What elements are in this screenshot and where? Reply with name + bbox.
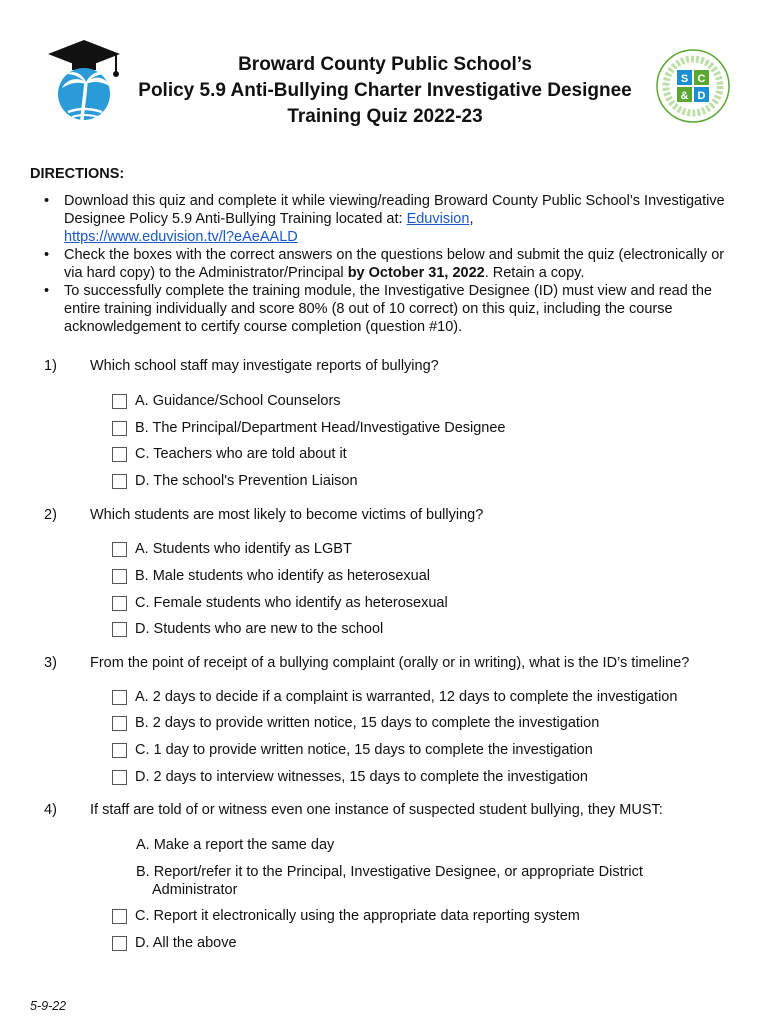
directions-heading: DIRECTIONS: (30, 166, 125, 182)
link-separator: , (469, 211, 474, 227)
directions-text-2b: . Retain a copy. (484, 265, 585, 281)
q1-option-b[interactable] (112, 419, 506, 437)
directions-item (30, 246, 746, 282)
q1-option-d[interactable] (112, 472, 358, 490)
q4-option-d[interactable] (112, 934, 237, 952)
title-line-1: Broward County Public School’s (238, 54, 532, 75)
q4-option-c[interactable] (112, 907, 580, 925)
q4-option-b (136, 863, 676, 899)
footer-date: 5-9-22 (30, 999, 67, 1013)
title-line-2: Policy 5.9 Anti-Bullying Charter Investigative Designee (138, 80, 632, 101)
option-label: C. Teachers who are told about it (135, 446, 347, 462)
q3-option-b[interactable] (112, 714, 599, 732)
q4-option-a (136, 836, 334, 854)
checkbox[interactable] (112, 743, 127, 758)
directions-text-2a: Check the boxes with the correct answers on the questions below and submit the quiz (electronically or via hard copy) to the Administrator/Principal (64, 247, 725, 281)
option-label: D. 2 days to interview witnesses, 15 days to complete the investigation (135, 769, 588, 785)
q3-option-d[interactable] (112, 768, 588, 786)
eduvision-link[interactable]: Eduvision (406, 211, 470, 227)
checkbox[interactable] (112, 394, 127, 409)
question-number: 2) (44, 507, 57, 523)
eduvision-url-link[interactable]: https://www.eduvision.tv/l?eAeAALD (64, 229, 298, 245)
svg-text:D: D (697, 90, 706, 102)
checkbox[interactable] (112, 690, 127, 705)
option-label: B. Male students who identify as heterosexual (135, 568, 430, 584)
checkbox[interactable] (112, 716, 127, 731)
directions-text-1: Download this quiz and complete it while viewing/reading Broward County Public School’s Investigative Designee Policy 5.9 Anti-Bullying Training located at: (64, 193, 725, 227)
directions-item (30, 282, 746, 336)
q2-option-b[interactable] (112, 567, 430, 585)
directions-item (30, 192, 746, 246)
deadline-text: by October 31, 2022 (347, 265, 485, 281)
question-number: 1) (44, 358, 57, 374)
title-line-3: Training Quiz 2022-23 (287, 106, 483, 127)
bullet-icon: • (44, 283, 50, 299)
option-label-line-2: Administrator (152, 882, 238, 898)
q1-option-c[interactable] (112, 445, 347, 463)
option-label: B. 2 days to provide written notice, 15 days to complete the investigation (135, 715, 600, 731)
option-label: B. The Principal/Department Head/Investigative Designee (135, 420, 506, 436)
question-text: From the point of receipt of a bullying complaint (orally or in writing), what is the ID’s timeline? (90, 655, 690, 671)
option-label: D. The school's Prevention Liaison (135, 473, 358, 489)
svg-text:&: & (680, 90, 689, 102)
option-label: C. Report it electronically using the appropriate data reporting system (135, 908, 580, 924)
svg-text:S: S (680, 73, 689, 85)
checkbox[interactable] (112, 569, 127, 584)
option-label-line-1: B. Report/refer it to the Principal, Investigative Designee, or appropriate District (136, 864, 643, 880)
svg-text:C: C (697, 73, 706, 85)
q2-option-d[interactable] (112, 620, 383, 638)
directions-text-3: To successfully complete the training module, the Investigative Designee (ID) must view and read the entire training individually and score 80% (8 out of 10 correct) on this quiz, including the course acknowledgement to certify course completion (question #10). (64, 283, 712, 335)
question-text: Which school staff may investigate reports of bullying? (90, 358, 439, 374)
checkbox[interactable] (112, 936, 127, 951)
bullet-icon: • (44, 247, 50, 263)
q3-option-a[interactable] (112, 688, 677, 706)
option-label: C. 1 day to provide written notice, 15 days to complete the investigation (135, 742, 593, 758)
option-label: C. Female students who identify as heterosexual (135, 595, 448, 611)
question-number: 4) (44, 802, 57, 818)
checkbox[interactable] (112, 770, 127, 785)
option-label (136, 863, 676, 899)
question-text: If staff are told of or witness even one instance of suspected student bullying, they MUST: (90, 802, 663, 818)
q2-option-a[interactable] (112, 540, 352, 558)
checkbox[interactable] (112, 622, 127, 637)
broward-schools-logo-icon (46, 36, 122, 132)
question-number: 3) (44, 655, 57, 671)
directions-list (30, 192, 746, 336)
checkbox[interactable] (112, 421, 127, 436)
question-text: Which students are most likely to become victims of bullying? (90, 507, 484, 523)
checkbox[interactable] (112, 474, 127, 489)
checkbox[interactable] (112, 542, 127, 557)
q1-option-a[interactable] (112, 392, 341, 410)
checkbox[interactable] (112, 596, 127, 611)
q2-option-c[interactable] (112, 594, 448, 612)
bullet-icon: • (44, 193, 50, 209)
checkbox[interactable] (112, 909, 127, 924)
option-label: A. Make a report the same day (136, 837, 335, 853)
option-label: A. 2 days to decide if a complaint is warranted, 12 days to complete the investigation (135, 689, 678, 705)
option-label: D. All the above (135, 935, 237, 951)
checkbox[interactable] (112, 447, 127, 462)
document-title (120, 52, 650, 130)
school-climate-seal-icon (655, 48, 731, 124)
q3-option-c[interactable] (112, 741, 593, 759)
option-label: A. Students who identify as LGBT (135, 541, 352, 557)
option-label: A. Guidance/School Counselors (135, 393, 341, 409)
option-label: D. Students who are new to the school (135, 621, 384, 637)
